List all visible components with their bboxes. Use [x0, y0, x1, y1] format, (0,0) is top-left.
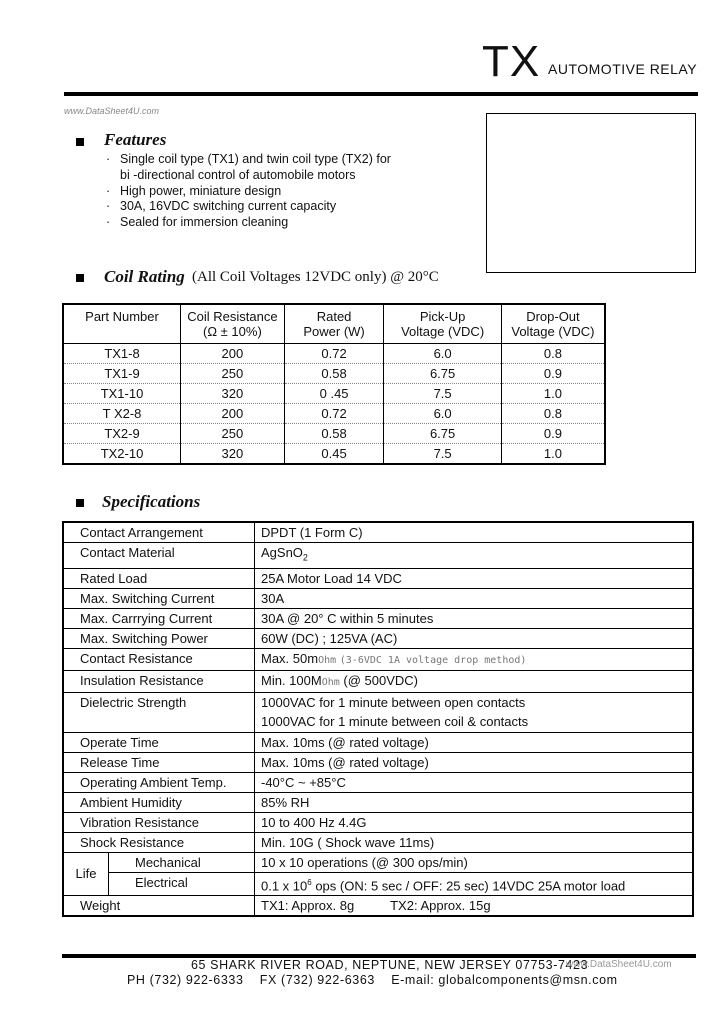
coil-subheading: (All Coil Voltages 12VDC only) @ 20°C	[192, 269, 439, 285]
product-image-frame	[486, 113, 696, 273]
list-item: · Single coil type (TX1) and twin coil type (TX2) for	[106, 152, 391, 166]
list-item: · Sealed for immersion cleaning	[106, 215, 289, 230]
table-row: Max. Switching Power 60W (DC) ; 125VA (AC)	[63, 628, 693, 648]
life-label: Life	[63, 852, 109, 895]
coil-rating-table	[62, 303, 606, 465]
specifications-table	[62, 521, 694, 917]
table-row: Electrical 0.1 x $10^6$ ops (ON: 5 sec / OFF: 25 sec) 14VDC 25A motor load	[63, 872, 693, 895]
table-row: Life Mechanical 10 x 10 operations (@ 300 ops/min)	[63, 852, 693, 872]
top-divider	[64, 92, 698, 96]
table-row: Operating Ambient Temp. -40°C ~ +85°C	[63, 772, 693, 792]
table-row: Rated Load 25A Motor Load 14 VDC	[63, 568, 693, 588]
model-title: TX	[482, 37, 541, 86]
footer-contact: PH (732) 922-6333 FX (732) 922-6363 E-mail: globalcomponents@msn.com	[127, 973, 618, 987]
table-row: Release Time Max. 10ms (@ rated voltage)	[63, 752, 693, 772]
list-item: bi -directional control of automobile motors	[120, 167, 356, 182]
table-row: Dielectric Strength 1000VAC for 1 minute between open contacts 1000VAC for 1 minute between coil & contacts	[63, 692, 693, 732]
features-heading: Features	[104, 130, 167, 149]
table-row: Weight TX1: Approx. 8g TX2: Approx. 15g	[63, 895, 693, 916]
table-row: TX1-8 200 0.72 6.0 0.8	[63, 344, 605, 364]
col-header: Rated Power (W)	[284, 304, 384, 344]
product-subtitle: AUTOMOTIVE RELAY	[548, 61, 698, 77]
coil-heading: Coil Rating	[104, 267, 185, 286]
table-row: Operate Time Max. 10ms (@ rated voltage)	[63, 732, 693, 752]
spec-bullet-icon	[76, 499, 84, 507]
table-row: TX1-10 320 0 .45 7.5 1.0	[63, 384, 605, 404]
table-row: Max. Switching Current 30A	[63, 588, 693, 608]
table-row: TX1-9 250 0.58 6.75 0.9	[63, 364, 605, 384]
coil-bullet-icon	[76, 274, 84, 282]
col-header: Drop-Out Voltage (VDC)	[501, 304, 605, 344]
table-row: Contact Resistance Max. 50mOhm (3-6VDC 1A voltage drop method)	[63, 648, 693, 670]
table-row: Insulation Resistance Min. 100MOhm (@ 500VDC)	[63, 670, 693, 692]
col-header: Coil Resistance (Ω ± 10%)	[181, 304, 285, 344]
table-row: Vibration Resistance 10 to 400 Hz 4.4G	[63, 812, 693, 832]
col-header: Part Number	[63, 304, 181, 344]
table-row: Max. Carrrying Current 30A @ 20° C within 5 minutes	[63, 608, 693, 628]
watermark-bottom: www.DataSheet4U.com	[566, 959, 672, 970]
watermark-top: www.DataSheet4U.com	[64, 106, 160, 116]
table-row: Contact Material AgSnO$_2$	[63, 543, 693, 569]
table-row: TX2-9 250 0.58 6.75 0.9	[63, 424, 605, 444]
table-row: Shock Resistance Min. 10G ( Shock wave 11ms)	[63, 832, 693, 852]
table-row: T X2-8 200 0.72 6.0 0.8	[63, 404, 605, 424]
features-bullet-icon	[76, 138, 84, 146]
table-row: Contact Arrangement DPDT (1 Form C)	[63, 522, 693, 543]
list-item: · 30A, 16VDC switching current capacity	[106, 199, 337, 214]
table-header-row	[63, 304, 605, 344]
features-list	[106, 152, 391, 231]
table-row: Ambient Humidity 85% RH	[63, 792, 693, 812]
footer-address: 65 SHARK RIVER ROAD, NEPTUNE, NEW JERSEY 07753-7423	[191, 958, 589, 972]
spec-heading: Specifications	[102, 492, 201, 511]
col-header: Pick-Up Voltage (VDC)	[384, 304, 502, 344]
table-row: TX2-10 320 0.45 7.5 1.0	[63, 444, 605, 465]
list-item: · High power, miniature design	[106, 183, 282, 198]
